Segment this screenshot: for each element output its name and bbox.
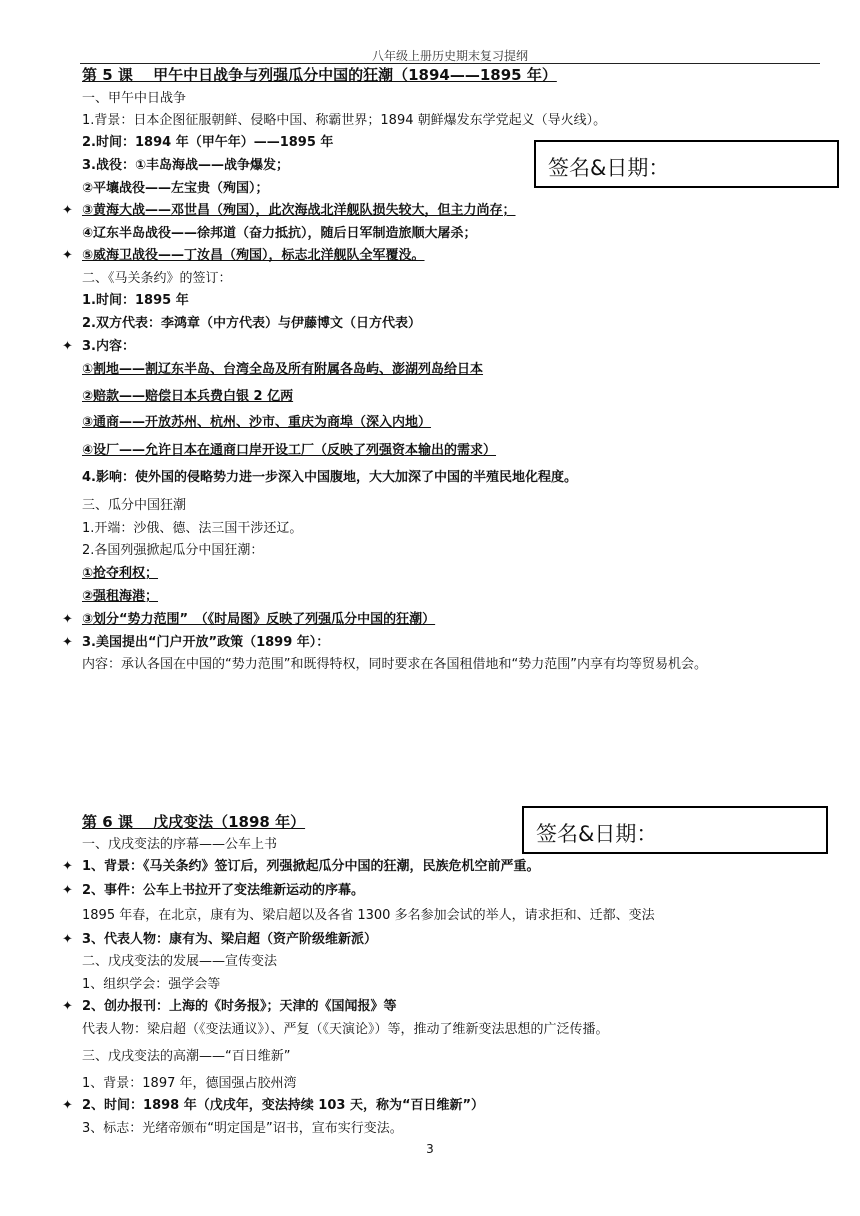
l6-line: 2、事件：公车上书拉开了变法维新运动的序幕。 [82,883,365,898]
l5-line: 2.双方代表：李鸿章（中方代表）与伊藤博文（日方代表） [82,316,421,331]
l5-line: ①抢夺利权； [82,566,159,581]
page-number: 3 [426,1142,434,1156]
l5-line: ③划分“势力范围” （《时局图》反映了列强瓜分中国的狂潮） [82,612,436,627]
star-icon: ✦ [62,612,73,627]
star-icon: ✦ [62,635,73,650]
l6-line: 3、代表人物：康有为、梁启超（资产阶级维新派） [82,932,378,947]
signature-date-box[interactable] [522,806,828,854]
l5-line: ⑤威海卫战役——丁汝昌（殉国），标志北洋舰队全军覆没。 [82,248,425,263]
l5-line: 内容：承认各国在中国的“势力范围”和既得特权，同时要求在各国租借地和“势力范围”内享有均等贸易机会。 [82,657,707,672]
lesson5-title: 第 5 课 甲午中日战争与列强瓜分中国的狂潮（1894——1895 年） [82,66,557,84]
star-icon: ✦ [62,1098,73,1113]
l5-line: 4.影响：使外国的侵略势力进一步深入中国腹地，大大加深了中国的半殖民地化程度。 [82,470,577,485]
lesson6-title: 第 6 课 戊戌变法（1898 年） [82,813,306,831]
l5-line: ③通商——开放苏州、杭州、沙市、重庆为商埠（深入内地） [82,415,432,430]
l5-line: 3.内容： [82,339,135,354]
l6-line: 1、背景：《马关条约》签订后，列强掀起瓜分中国的狂潮，民族危机空前严重。 [82,859,540,874]
l5-line: 2.各国列强掀起瓜分中国狂潮： [82,543,264,558]
l6-heading-3: 三、戊戌变法的高潮——“百日维新” [82,1049,291,1064]
star-icon: ✦ [62,932,73,947]
header-rule [80,63,820,64]
l5-heading-1: 一、甲午中日战争 [82,91,187,106]
l6-line: 1、背景：1897 年，德国强占胶州湾 [82,1076,297,1091]
l5-line: 1.开端：沙俄、德、法三国干涉还辽。 [82,521,303,536]
signature-date-label: 签名&日期： [536,822,658,846]
signature-date-box[interactable] [534,140,839,188]
l5-line: 3.美国提出“门户开放”政策（1899 年）： [82,635,330,650]
l5-line: ②平壤战役——左宝贵（殉国）； [82,181,269,196]
l5-line: 2.时间：1894 年（甲午年）——1895 年 [82,135,334,150]
star-icon: ✦ [62,339,73,354]
star-icon: ✦ [62,203,73,218]
l5-line: ②强租海港； [82,589,159,604]
l6-line: 2、创办报刊：上海的《时务报》；天津的《国闻报》等 [82,999,397,1014]
l6-line: 代表人物：梁启超（《变法通议》）、严复（《天演论》）等，推动了维新变法思想的广泛传播。 [82,1022,609,1037]
l6-heading-1: 一、戊戌变法的序幕——公车上书 [82,837,278,852]
running-header: 八年级上册历史期末复习提纲 [371,49,528,63]
l6-line: 2、时间：1898 年（戊戌年，变法持续 103 天，称为“百日维新”） [82,1098,485,1113]
l6-line: 1895 年春，在北京，康有为、梁启超以及各省 1300 多名参加会试的举人，请求拒和、迁都、变法 [82,908,655,923]
l5-line: ③黄海大战——邓世昌（殉国），此次海战北洋舰队损失较大，但主力尚存； [82,203,516,218]
l6-line: 3、标志：光绪帝颁布“明定国是”诏书，宣布实行变法。 [82,1121,403,1136]
star-icon: ✦ [62,883,73,898]
l5-line: 1.时间：1895 年 [82,293,189,308]
l5-line: ④辽东半岛战役——徐邦道（奋力抵抗），随后日军制造旅顺大屠杀； [82,226,477,241]
l6-heading-2: 二、戊戌变法的发展——宣传变法 [82,954,278,969]
l5-line: 3.战役：①丰岛海战——战争爆发； [82,158,289,173]
l5-heading-2: 二、《马关条约》的签订： [82,271,232,286]
l6-line: 1、组织学会：强学会等 [82,977,221,992]
l5-line: ④设厂——允许日本在通商口岸开设工厂（反映了列强资本输出的需求） [82,443,497,458]
star-icon: ✦ [62,248,73,263]
l5-line: 1.背景：日本企图征服朝鲜、侵略中国、称霸世界；1894 朝鲜爆发东学党起义（导火线）。 [82,113,607,128]
signature-date-label: 签名&日期： [548,156,670,180]
star-icon: ✦ [62,999,73,1014]
l5-line: ②赔款——赔偿日本兵费白银 2 亿两 [82,389,294,404]
l5-heading-3: 三、瓜分中国狂潮 [82,498,187,513]
l5-line: ①割地——割辽东半岛、台湾全岛及所有附属各岛屿、澎湖列岛给日本 [82,362,484,377]
star-icon: ✦ [62,859,73,874]
